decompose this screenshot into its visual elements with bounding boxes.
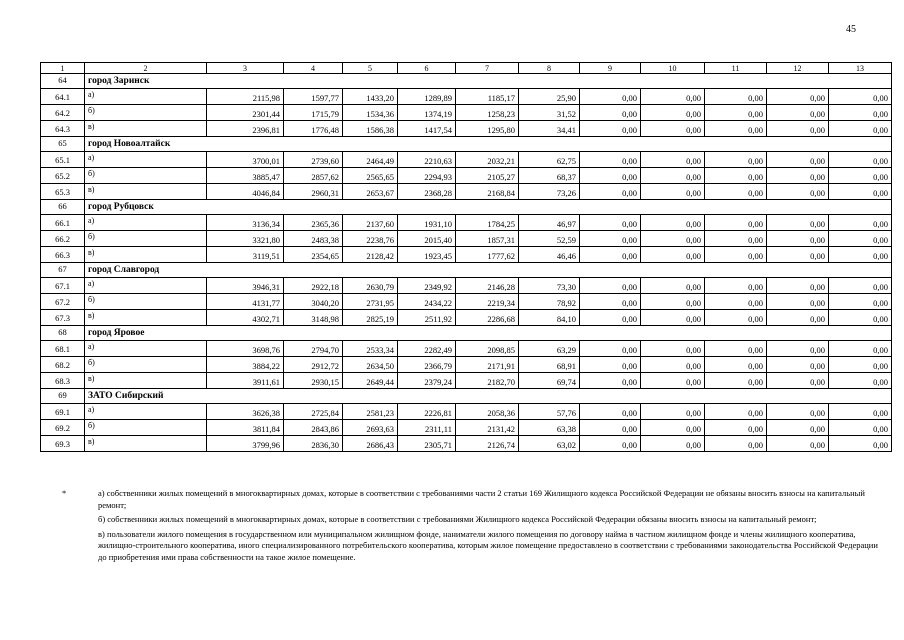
value-cell: 2137,60 [343, 215, 398, 231]
value-cell: 1931,10 [398, 215, 456, 231]
value-cell: 69,74 [519, 373, 580, 389]
value-cell: 3321,80 [207, 231, 284, 247]
row-category: б) [85, 357, 207, 373]
value-cell: 0,00 [641, 294, 705, 310]
city-row [41, 200, 892, 215]
value-cell: 0,00 [705, 278, 767, 294]
value-cell: 1777,62 [456, 247, 519, 263]
row-category: а) [85, 215, 207, 231]
footnote-item: а) собственники жилых помещений в многоквартирных домах, которые в соответствии с требованиями части 2 статьи 169 Жилищного кодекса Российской Федерации не обязаны вносить взносы на капитальный ремонт; [98, 488, 865, 510]
city-number: 69 [41, 389, 85, 404]
value-cell: 2311,11 [398, 420, 456, 436]
value-cell: 3700,01 [207, 152, 284, 168]
value-cell: 3626,38 [207, 404, 284, 420]
value-cell: 2649,44 [343, 373, 398, 389]
value-cell: 0,00 [641, 436, 705, 452]
value-cell: 2305,71 [398, 436, 456, 452]
value-cell: 0,00 [641, 357, 705, 373]
value-cell: 0,00 [705, 310, 767, 326]
value-cell: 2725,84 [284, 404, 343, 420]
column-header: 4 [284, 63, 343, 74]
row-category: а) [85, 278, 207, 294]
value-cell: 2128,42 [343, 247, 398, 263]
value-cell: 0,00 [705, 215, 767, 231]
row-number: 68.2 [41, 357, 85, 373]
value-cell: 1784,25 [456, 215, 519, 231]
value-cell: 0,00 [829, 247, 892, 263]
value-cell: 2511,92 [398, 310, 456, 326]
value-cell: 62,75 [519, 152, 580, 168]
city-name: ЗАТО Сибирский [85, 389, 892, 404]
value-cell: 0,00 [767, 168, 829, 184]
table-row [41, 215, 892, 231]
value-cell: 0,00 [641, 373, 705, 389]
value-cell: 2168,84 [456, 184, 519, 200]
value-cell: 63,02 [519, 436, 580, 452]
value-cell: 1417,54 [398, 121, 456, 137]
city-number: 64 [41, 74, 85, 89]
column-header: 7 [456, 63, 519, 74]
value-cell: 31,52 [519, 105, 580, 121]
table-row [41, 404, 892, 420]
value-cell: 84,10 [519, 310, 580, 326]
value-cell: 0,00 [580, 231, 641, 247]
value-cell: 1776,48 [284, 121, 343, 137]
table-row [41, 357, 892, 373]
value-cell: 25,90 [519, 89, 580, 105]
value-cell: 1185,17 [456, 89, 519, 105]
row-number: 66.2 [41, 231, 85, 247]
value-cell: 2294,93 [398, 168, 456, 184]
value-cell: 68,37 [519, 168, 580, 184]
value-cell: 2182,70 [456, 373, 519, 389]
value-cell: 0,00 [829, 404, 892, 420]
value-cell: 0,00 [580, 247, 641, 263]
city-row [41, 389, 892, 404]
row-number: 67.3 [41, 310, 85, 326]
value-cell: 0,00 [641, 121, 705, 137]
row-category: б) [85, 294, 207, 310]
value-cell: 2354,65 [284, 247, 343, 263]
value-cell: 0,00 [705, 247, 767, 263]
footnote-mark: * [62, 488, 67, 498]
value-cell: 1857,31 [456, 231, 519, 247]
value-cell: 2686,43 [343, 436, 398, 452]
city-row [41, 137, 892, 152]
value-cell: 2282,49 [398, 341, 456, 357]
column-header: 11 [705, 63, 767, 74]
city-name: город Яровое [85, 326, 892, 341]
row-number: 69.1 [41, 404, 85, 420]
value-cell: 0,00 [829, 278, 892, 294]
row-category: б) [85, 105, 207, 121]
value-cell: 0,00 [767, 152, 829, 168]
value-cell: 1289,89 [398, 89, 456, 105]
value-cell: 2105,27 [456, 168, 519, 184]
table-row [41, 168, 892, 184]
city-row [41, 326, 892, 341]
value-cell: 0,00 [705, 89, 767, 105]
value-cell: 0,00 [641, 152, 705, 168]
value-cell: 0,00 [767, 184, 829, 200]
value-cell: 2634,50 [343, 357, 398, 373]
column-header: 8 [519, 63, 580, 74]
value-cell: 3136,34 [207, 215, 284, 231]
value-cell: 2396,81 [207, 121, 284, 137]
row-category: в) [85, 373, 207, 389]
row-category: а) [85, 152, 207, 168]
table-row [41, 152, 892, 168]
table-row [41, 89, 892, 105]
value-cell: 2434,22 [398, 294, 456, 310]
row-category: в) [85, 184, 207, 200]
value-cell: 3040,20 [284, 294, 343, 310]
value-cell: 0,00 [829, 89, 892, 105]
table-row [41, 420, 892, 436]
value-cell: 0,00 [580, 373, 641, 389]
value-cell: 2653,67 [343, 184, 398, 200]
value-cell: 2301,44 [207, 105, 284, 121]
row-number: 65.1 [41, 152, 85, 168]
value-cell: 1534,36 [343, 105, 398, 121]
page-number: 45 [846, 24, 856, 35]
value-cell: 73,26 [519, 184, 580, 200]
value-cell: 0,00 [641, 341, 705, 357]
row-number: 69.2 [41, 420, 85, 436]
value-cell: 0,00 [767, 341, 829, 357]
column-header: 1 [41, 63, 85, 74]
row-number: 66.3 [41, 247, 85, 263]
value-cell: 0,00 [580, 89, 641, 105]
value-cell: 0,00 [829, 341, 892, 357]
row-number: 69.3 [41, 436, 85, 452]
value-cell: 0,00 [580, 121, 641, 137]
value-cell: 0,00 [641, 278, 705, 294]
city-name: город Новоалтайск [85, 137, 892, 152]
city-name: город Славгород [85, 263, 892, 278]
footnote-item: б) собственники жилых помещений в многоквартирных домах, которые в соответствии с требованиями Жилищного кодекса Российской Федерации обязаны вносить взносы на капитальный ремонт; [98, 514, 817, 524]
value-cell: 0,00 [580, 152, 641, 168]
value-cell: 0,00 [767, 247, 829, 263]
row-category: а) [85, 404, 207, 420]
table-row [41, 231, 892, 247]
value-cell: 0,00 [767, 215, 829, 231]
value-cell: 2581,23 [343, 404, 398, 420]
value-cell: 0,00 [767, 436, 829, 452]
value-cell: 0,00 [580, 105, 641, 121]
value-cell: 0,00 [641, 168, 705, 184]
value-cell: 4302,71 [207, 310, 284, 326]
value-cell: 0,00 [767, 404, 829, 420]
row-category: в) [85, 436, 207, 452]
value-cell: 2930,15 [284, 373, 343, 389]
value-cell: 52,59 [519, 231, 580, 247]
row-number: 67.2 [41, 294, 85, 310]
value-cell: 0,00 [705, 404, 767, 420]
value-cell: 78,92 [519, 294, 580, 310]
value-cell: 0,00 [705, 420, 767, 436]
value-cell: 0,00 [641, 231, 705, 247]
column-header: 6 [398, 63, 456, 74]
value-cell: 2565,65 [343, 168, 398, 184]
value-cell: 3119,51 [207, 247, 284, 263]
value-cell: 46,97 [519, 215, 580, 231]
value-cell: 0,00 [767, 278, 829, 294]
city-name: город Заринск [85, 74, 892, 89]
value-cell: 2533,34 [343, 341, 398, 357]
value-cell: 2115,98 [207, 89, 284, 105]
value-cell: 2843,86 [284, 420, 343, 436]
value-cell: 2032,21 [456, 152, 519, 168]
value-cell: 2825,19 [343, 310, 398, 326]
value-cell: 0,00 [767, 294, 829, 310]
value-cell: 34,41 [519, 121, 580, 137]
value-cell: 0,00 [580, 341, 641, 357]
value-cell: 0,00 [767, 357, 829, 373]
value-cell: 2058,36 [456, 404, 519, 420]
row-category: в) [85, 247, 207, 263]
value-cell: 2857,62 [284, 168, 343, 184]
value-cell: 4046,84 [207, 184, 284, 200]
row-number: 68.3 [41, 373, 85, 389]
value-cell: 0,00 [580, 294, 641, 310]
value-cell: 1295,80 [456, 121, 519, 137]
value-cell: 2366,79 [398, 357, 456, 373]
value-cell: 2912,72 [284, 357, 343, 373]
row-number: 64.3 [41, 121, 85, 137]
value-cell: 2368,28 [398, 184, 456, 200]
footnote-item: в) пользователи жилого помещения в государственном или муниципальном жилищном фонде, наниматели жилого помещения по договору найма в частном жилищном фонде и члены жилищного кооператива, жилищно-строительного кооператива, иного специализированного потребительского кооператива, которым жилое помещение предоставлено в соответствии с требованиями законодательства Российской Федерации до приобретения ими права собственности на такое жилое помещение. [98, 528, 878, 562]
footnote-body [98, 488, 888, 566]
value-cell: 0,00 [580, 357, 641, 373]
value-cell: 2238,76 [343, 231, 398, 247]
value-cell: 0,00 [767, 310, 829, 326]
value-cell: 3885,47 [207, 168, 284, 184]
value-cell: 3148,98 [284, 310, 343, 326]
value-cell: 0,00 [767, 420, 829, 436]
value-cell: 3911,61 [207, 373, 284, 389]
header-row [41, 63, 892, 74]
value-cell: 57,76 [519, 404, 580, 420]
city-number: 66 [41, 200, 85, 215]
value-cell: 2219,34 [456, 294, 519, 310]
row-category: б) [85, 231, 207, 247]
row-number: 64.1 [41, 89, 85, 105]
value-cell: 63,29 [519, 341, 580, 357]
city-number: 68 [41, 326, 85, 341]
city-number: 67 [41, 263, 85, 278]
value-cell: 0,00 [705, 105, 767, 121]
value-cell: 1715,79 [284, 105, 343, 121]
city-row [41, 74, 892, 89]
table-row [41, 247, 892, 263]
value-cell: 0,00 [829, 152, 892, 168]
value-cell: 2126,74 [456, 436, 519, 452]
tariff-table [40, 62, 892, 452]
value-cell: 0,00 [829, 105, 892, 121]
value-cell: 0,00 [580, 278, 641, 294]
value-cell: 1923,45 [398, 247, 456, 263]
value-cell: 0,00 [829, 294, 892, 310]
value-cell: 0,00 [705, 357, 767, 373]
value-cell: 2483,38 [284, 231, 343, 247]
value-cell: 0,00 [829, 121, 892, 137]
value-cell: 63,38 [519, 420, 580, 436]
row-category: в) [85, 310, 207, 326]
value-cell: 1586,38 [343, 121, 398, 137]
row-number: 65.2 [41, 168, 85, 184]
row-category: б) [85, 420, 207, 436]
row-number: 64.2 [41, 105, 85, 121]
column-header: 3 [207, 63, 284, 74]
value-cell: 0,00 [580, 184, 641, 200]
row-category: в) [85, 121, 207, 137]
value-cell: 0,00 [767, 373, 829, 389]
row-number: 66.1 [41, 215, 85, 231]
column-header: 13 [829, 63, 892, 74]
value-cell: 68,91 [519, 357, 580, 373]
value-cell: 2739,60 [284, 152, 343, 168]
value-cell: 0,00 [580, 215, 641, 231]
value-cell: 2379,24 [398, 373, 456, 389]
value-cell: 2226,81 [398, 404, 456, 420]
value-cell: 2146,28 [456, 278, 519, 294]
value-cell: 0,00 [641, 247, 705, 263]
row-number: 68.1 [41, 341, 85, 357]
row-category: а) [85, 89, 207, 105]
value-cell: 0,00 [705, 341, 767, 357]
value-cell: 2210,63 [398, 152, 456, 168]
value-cell: 73,30 [519, 278, 580, 294]
value-cell: 0,00 [580, 310, 641, 326]
value-cell: 2693,63 [343, 420, 398, 436]
value-cell: 0,00 [641, 420, 705, 436]
value-cell: 0,00 [641, 105, 705, 121]
value-cell: 0,00 [829, 310, 892, 326]
value-cell: 0,00 [580, 404, 641, 420]
value-cell: 2922,18 [284, 278, 343, 294]
value-cell: 2286,68 [456, 310, 519, 326]
value-cell: 0,00 [641, 404, 705, 420]
value-cell: 3946,31 [207, 278, 284, 294]
value-cell: 0,00 [705, 184, 767, 200]
value-cell: 0,00 [641, 215, 705, 231]
value-cell: 3811,84 [207, 420, 284, 436]
row-number: 65.3 [41, 184, 85, 200]
value-cell: 0,00 [580, 420, 641, 436]
value-cell: 2464,49 [343, 152, 398, 168]
value-cell: 2349,92 [398, 278, 456, 294]
value-cell: 2015,40 [398, 231, 456, 247]
value-cell: 2794,70 [284, 341, 343, 357]
value-cell: 0,00 [767, 121, 829, 137]
value-cell: 0,00 [829, 168, 892, 184]
table-row [41, 121, 892, 137]
value-cell: 0,00 [705, 121, 767, 137]
value-cell: 2960,31 [284, 184, 343, 200]
value-cell: 0,00 [705, 294, 767, 310]
value-cell: 3884,22 [207, 357, 284, 373]
table-row [41, 341, 892, 357]
value-cell: 0,00 [767, 105, 829, 121]
value-cell: 0,00 [641, 184, 705, 200]
value-cell: 0,00 [829, 436, 892, 452]
row-number: 67.1 [41, 278, 85, 294]
city-number: 65 [41, 137, 85, 152]
table-row [41, 278, 892, 294]
value-cell: 2171,91 [456, 357, 519, 373]
value-cell: 0,00 [767, 231, 829, 247]
value-cell: 0,00 [705, 231, 767, 247]
column-header: 2 [85, 63, 207, 74]
value-cell: 0,00 [829, 231, 892, 247]
table-row [41, 105, 892, 121]
row-category: б) [85, 168, 207, 184]
value-cell: 0,00 [641, 310, 705, 326]
value-cell: 0,00 [829, 420, 892, 436]
table-row [41, 373, 892, 389]
value-cell: 1597,77 [284, 89, 343, 105]
column-header: 10 [641, 63, 705, 74]
value-cell: 2731,95 [343, 294, 398, 310]
table-body [41, 63, 892, 452]
value-cell: 0,00 [705, 168, 767, 184]
value-cell: 0,00 [767, 89, 829, 105]
value-cell: 0,00 [829, 373, 892, 389]
value-cell: 4131,77 [207, 294, 284, 310]
value-cell: 0,00 [829, 357, 892, 373]
value-cell: 2836,30 [284, 436, 343, 452]
value-cell: 0,00 [580, 168, 641, 184]
value-cell: 3799,96 [207, 436, 284, 452]
value-cell: 46,46 [519, 247, 580, 263]
value-cell: 0,00 [705, 152, 767, 168]
value-cell: 0,00 [580, 436, 641, 452]
value-cell: 1374,19 [398, 105, 456, 121]
city-name: город Рубцовск [85, 200, 892, 215]
value-cell: 1258,23 [456, 105, 519, 121]
value-cell: 2365,36 [284, 215, 343, 231]
value-cell: 0,00 [829, 184, 892, 200]
row-category: а) [85, 341, 207, 357]
column-header: 12 [767, 63, 829, 74]
column-header: 5 [343, 63, 398, 74]
table-row [41, 294, 892, 310]
value-cell: 0,00 [829, 215, 892, 231]
table-row [41, 436, 892, 452]
value-cell: 2098,85 [456, 341, 519, 357]
value-cell: 3698,76 [207, 341, 284, 357]
value-cell: 0,00 [705, 436, 767, 452]
value-cell: 1433,20 [343, 89, 398, 105]
value-cell: 2131,42 [456, 420, 519, 436]
table-row [41, 310, 892, 326]
value-cell: 0,00 [641, 89, 705, 105]
city-row [41, 263, 892, 278]
column-header: 9 [580, 63, 641, 74]
value-cell: 0,00 [705, 373, 767, 389]
value-cell: 2630,79 [343, 278, 398, 294]
table-row [41, 184, 892, 200]
